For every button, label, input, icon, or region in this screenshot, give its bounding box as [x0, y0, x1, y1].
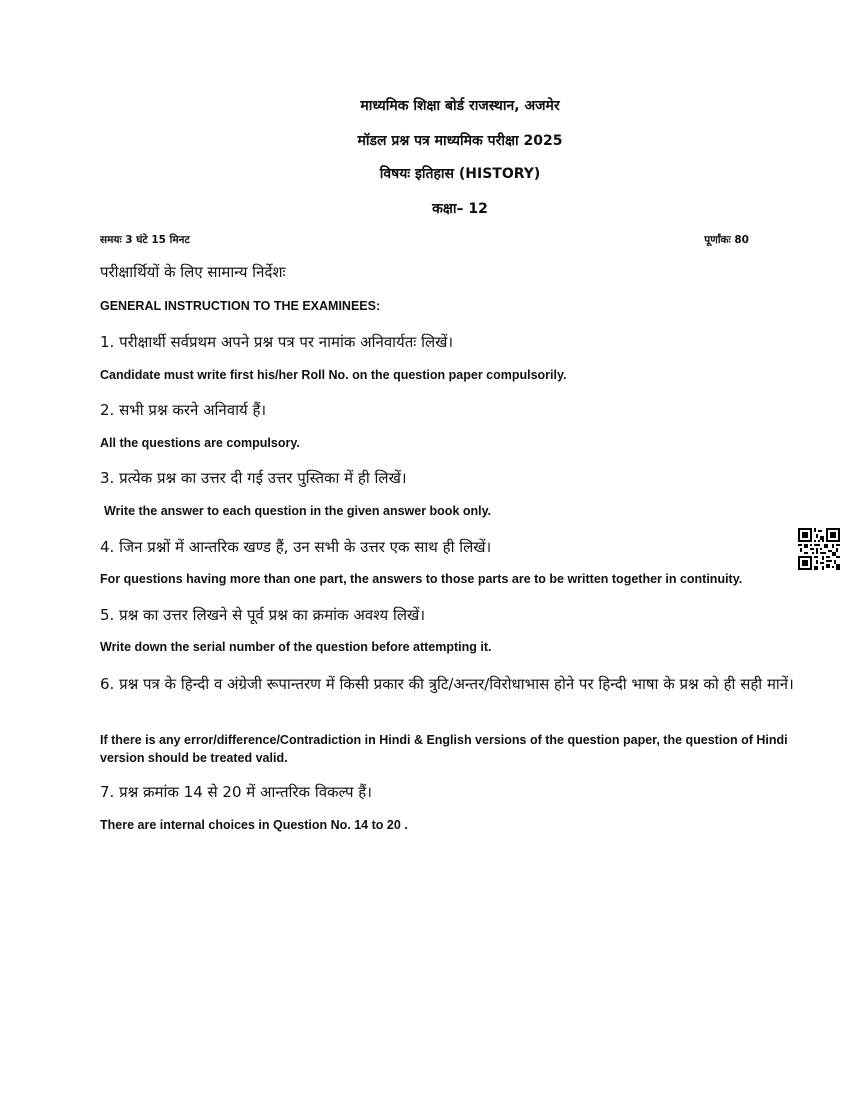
qr-code-icon	[798, 528, 840, 570]
instruction-hindi: 6. प्रश्न पत्र के हिन्दी व अंग्रेजी रूपान्तरण में किसी प्रकार की त्रुटि/अन्तर/विरोधाभास होने पर हिन्दी भाषा के प्रश्न को ही सही मानें।	[100, 675, 794, 693]
instruction-english: Write the answer to each question in the given answer book only.	[104, 504, 492, 518]
instruction-hindi: 3. प्रत्येक प्रश्न का उत्तर दी गई उत्तर पुस्तिका में ही लिखें।	[100, 469, 407, 487]
instruction-english: If there is any error/difference/Contradiction in Hindi & English versions of the question paper, the question of Hindi version should be treated valid.	[100, 733, 788, 765]
time-allowed: समयः 3 घंटे 15 मिनट	[100, 234, 190, 246]
board-title: माध्यमिक शिक्षा बोर्ड राजस्थान, अजमेर	[360, 98, 560, 114]
paper-title: मॉडल प्रश्न पत्र माध्यमिक परीक्षा 2025	[357, 133, 563, 149]
instruction-english: For questions having more than one part, the answers to those parts are to be written together in continuity.	[100, 572, 743, 586]
class-title: कक्षा– 12	[432, 201, 488, 217]
instruction-hindi: 1. परीक्षार्थी सर्वप्रथम अपने प्रश्न पत्र पर नामांक अनिवार्यतः लिखें।	[100, 333, 454, 351]
instruction-hindi: 7. प्रश्न क्रमांक 14 से 20 में आन्तरिक विकल्प हैं।	[100, 783, 372, 801]
instruction-hindi: 4. जिन प्रश्नों में आन्तरिक खण्ड हैं, उन सभी के उत्तर एक साथ ही लिखें।	[100, 538, 492, 556]
instruction-hindi: 2. सभी प्रश्न करने अनिवार्य हैं।	[100, 401, 267, 419]
instruction-english: All the questions are compulsory.	[100, 436, 300, 450]
subject-title: विषयः इतिहास (HISTORY)	[379, 166, 541, 182]
instruction-english: There are internal choices in Question No. 14 to 20 .	[100, 818, 408, 832]
instruction-english: Write down the serial number of the question before attempting it.	[100, 640, 492, 654]
general-instructions-heading-english: GENERAL INSTRUCTION TO THE EXAMINEES:	[100, 299, 381, 313]
max-marks: पूर्णांकः 80	[704, 234, 749, 246]
general-instructions-heading-hindi: परीक्षार्थियों के लिए सामान्य निर्देशः	[100, 263, 286, 281]
instruction-hindi: 5. प्रश्न का उत्तर लिखने से पूर्व प्रश्न का क्रमांक अवश्य लिखें।	[100, 606, 426, 624]
instruction-english: Candidate must write first his/her Roll No. on the question paper compulsorily.	[100, 368, 567, 382]
